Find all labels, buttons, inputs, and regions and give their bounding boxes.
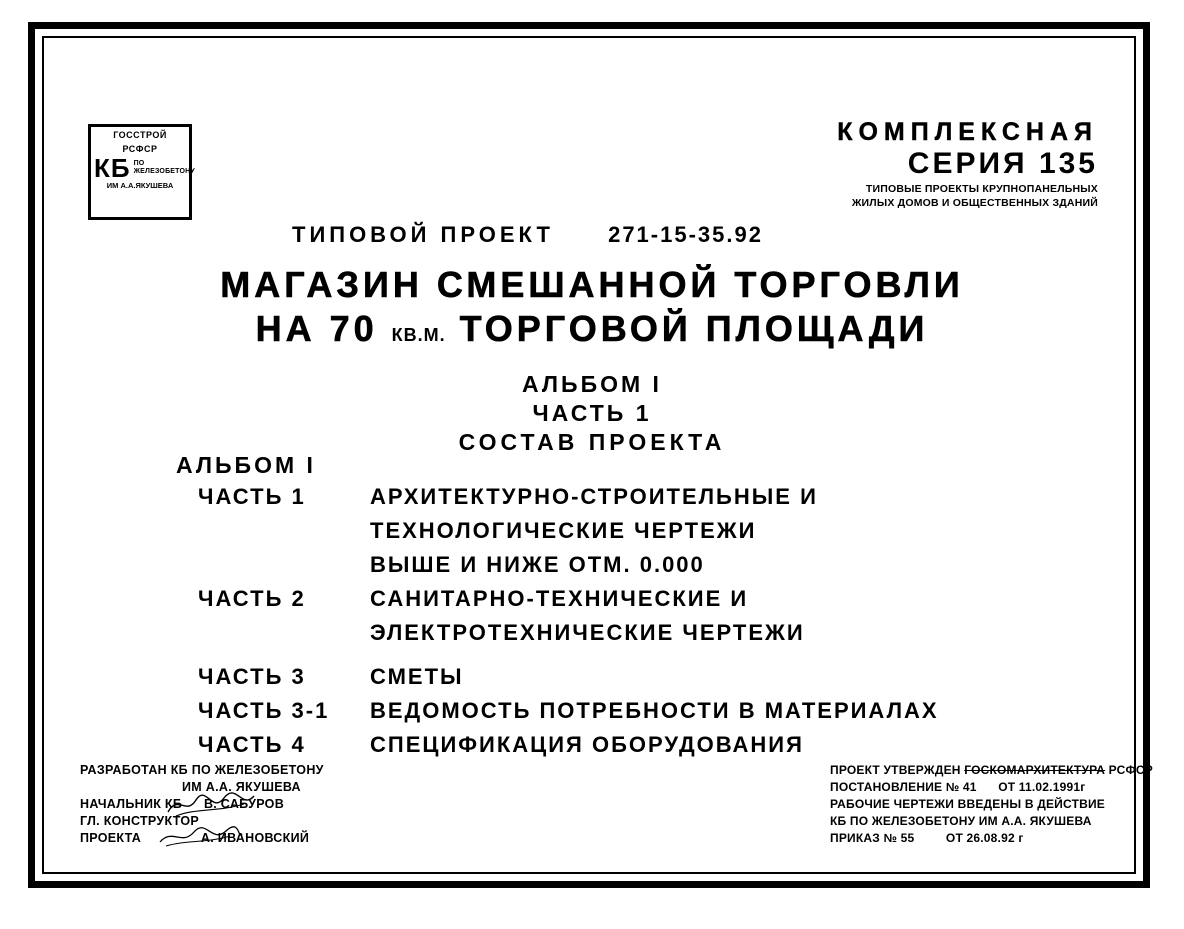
credits-institute-name: ИМ А.А. ЯКУШЕВА xyxy=(182,780,301,794)
album-header xyxy=(0,370,1184,457)
approval-order-number: ПРИКАЗ № 55 xyxy=(830,831,915,845)
approval-order-date: ОТ 26.08.92 г xyxy=(945,831,1024,845)
title-line2-units: КВ.М. xyxy=(391,325,446,345)
contents-row-1-text: АРХИТЕКТУРНО-СТРОИТЕЛЬНЫЕ И xyxy=(370,484,818,509)
contents-row-2 xyxy=(176,582,1056,616)
contents-row-3-text: СМЕТЫ xyxy=(370,664,464,689)
credits-designer-name: А. ИВАНОВСКИЙ xyxy=(200,831,310,845)
title-line2-area: НА 70 xyxy=(255,308,378,349)
contents-row-1-label: ЧАСТЬ 1 xyxy=(198,484,306,509)
contents-row-1-sub-2: ВЫШЕ И НИЖЕ ОТМ. 0.000 xyxy=(370,552,705,577)
series-subtitle-line2: ЖИЛЫХ ДОМОВ И ОБЩЕСТВЕННЫХ ЗДАНИЙ xyxy=(851,197,1098,209)
contents-row-3-label: ЧАСТЬ 3 xyxy=(198,664,306,689)
contents-row-2-sub-1: ЭЛЕКТРОТЕХНИЧЕСКИЕ ЧЕРТЕЖИ xyxy=(370,620,805,645)
typical-project-label: ТИПОВОЙ ПРОЕКТ xyxy=(292,222,554,247)
credits-developed-by: РАЗРАБОТАН КБ ПО ЖЕЛЕЗОБЕТОНУ xyxy=(80,763,324,777)
approval-line-5 xyxy=(830,830,1110,847)
typical-project-line xyxy=(292,222,763,248)
credits-chief-name: В. САБУРОВ xyxy=(203,797,285,811)
contents-album-label: АЛЬБОМ I xyxy=(176,452,316,478)
logo-middle xyxy=(91,153,195,183)
contents-spacer xyxy=(176,650,1056,660)
title-line-1: МАГАЗИН СМЕШАННОЙ ТОРГОВЛИ xyxy=(220,264,964,305)
album-header-album: АЛЬБОМ I xyxy=(522,371,662,397)
logo-vertical-text: ПО ЖЕЛЕЗОБЕТОНУ xyxy=(133,160,195,175)
approval-line-1-struck: ГОСКОМАРХИТЕКТУРА xyxy=(964,763,1106,777)
series-block xyxy=(768,118,1098,209)
approval-resolution-number: ПОСТАНОВЛЕНИЕ № 41 xyxy=(830,780,977,794)
credits-chief-row xyxy=(80,796,500,813)
logo-kb-text: КБ xyxy=(94,153,131,183)
series-kompleksnaya-label: КОМПЛЕКСНАЯ xyxy=(837,118,1098,146)
approval-line-1 xyxy=(830,762,1153,779)
approval-block xyxy=(830,762,1153,847)
logo-top-line1: ГОССТРОЙ xyxy=(113,130,167,140)
approval-line-3: РАБОЧИЕ ЧЕРТЕЖИ ВВЕДЕНЫ В ДЕЙСТВИЕ xyxy=(830,797,1105,811)
approval-line-4: КБ ПО ЖЕЛЕЗОБЕТОНУ ИМ А.А. ЯКУШЕВА xyxy=(830,814,1092,828)
gosstroy-kb-logo xyxy=(88,124,195,220)
contents-row-4 xyxy=(176,694,1056,728)
contents-row-4-label: ЧАСТЬ 3-1 xyxy=(198,698,330,723)
logo-bottom-text: ИМ А.А.ЯКУШЕВА xyxy=(106,181,174,190)
contents-row-2-label: ЧАСТЬ 2 xyxy=(198,586,306,611)
approval-resolution-date: ОТ 11.02.1991г xyxy=(998,780,1086,794)
contents-row-2-text: САНИТАРНО-ТЕХНИЧЕСКИЕ И xyxy=(370,586,749,611)
album-header-part: ЧАСТЬ 1 xyxy=(532,400,652,426)
contents-row-5-label: ЧАСТЬ 4 xyxy=(198,732,306,757)
credits-designer-row xyxy=(80,830,500,847)
series-subtitle-line1: ТИПОВЫЕ ПРОЕКТЫ КРУПНОПАНЕЛЬНЫХ xyxy=(865,183,1098,195)
series-name: СЕРИЯ 135 xyxy=(907,147,1098,180)
contents-row-3 xyxy=(176,660,1056,694)
approval-line-1-prefix: ПРОЕКТ УТВЕРЖДЕН xyxy=(830,763,965,777)
contents-row-1 xyxy=(176,480,1056,514)
credits-chief-role: НАЧАЛЬНИК КБ xyxy=(80,797,183,811)
approval-line-1-suffix: РСФСР xyxy=(1105,763,1153,777)
logo-top-line2: РСФСР xyxy=(122,143,158,154)
project-code: 271-15-35.92 xyxy=(608,222,763,247)
credits-designer-role-line2: ПРОЕКТА xyxy=(80,831,142,845)
credits-block xyxy=(80,762,500,847)
credits-designer-role-line1: ГЛ. КОНСТРУКТОР xyxy=(80,814,199,828)
contents-row-1-sub-1: ТЕХНОЛОГИЧЕСКИЕ ЧЕРТЕЖИ xyxy=(370,518,757,543)
title-line2-rest: ТОРГОВОЙ ПЛОЩАДИ xyxy=(459,308,929,349)
contents-list xyxy=(176,450,1056,762)
contents-row-5-text: СПЕЦИФИКАЦИЯ ОБОРУДОВАНИЯ xyxy=(370,732,804,757)
album-header-sostav: СОСТАВ ПРОЕКТА xyxy=(458,429,726,455)
contents-row-5 xyxy=(176,728,1056,762)
approval-line-2 xyxy=(830,779,1110,796)
page-title xyxy=(0,264,1184,356)
contents-row-4-text: ВЕДОМОСТЬ ПОТРЕБНОСТИ В МАТЕРИАЛАХ xyxy=(370,698,939,723)
title-line-2 xyxy=(0,308,1184,356)
